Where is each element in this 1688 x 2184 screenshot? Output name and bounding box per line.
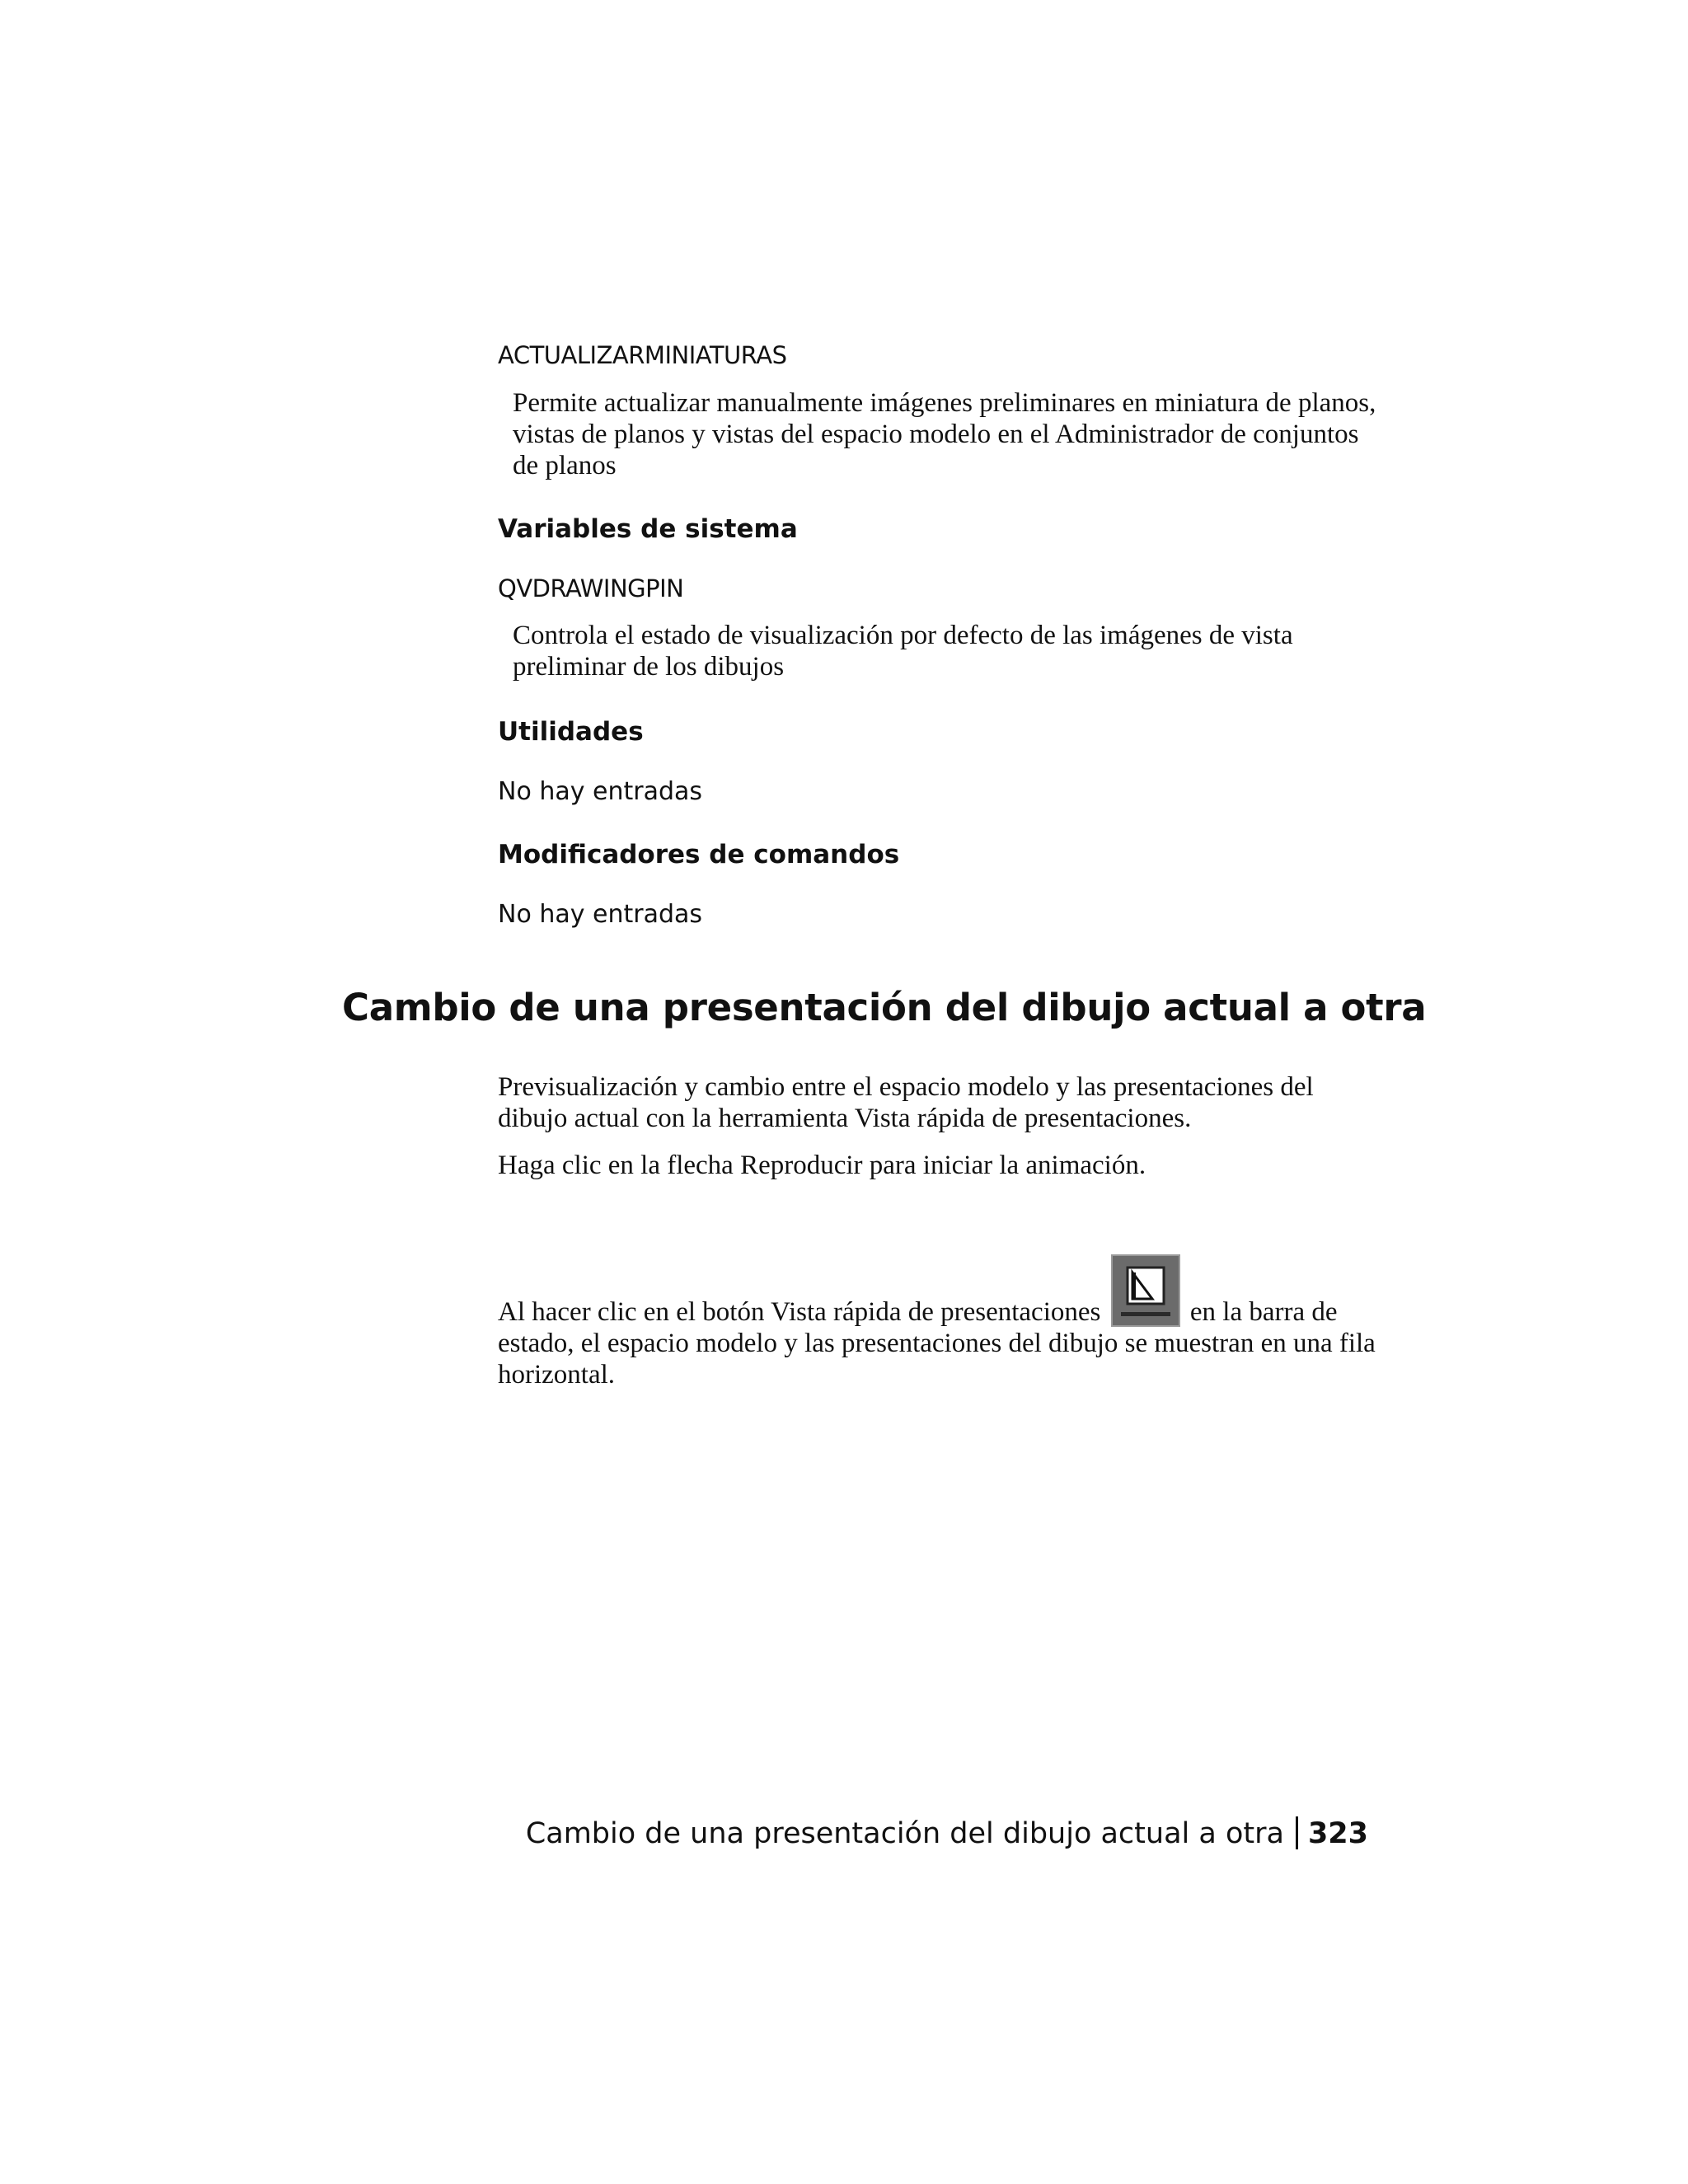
section-title: Cambio de una presentación del dibujo actual a otra (342, 986, 1427, 1029)
command-description: Permite actualizar manualmente imágenes preliminares en miniatura de planos, vistas de planos y vistas del espacio modelo en el Administrador de conjuntos de planos (513, 388, 1376, 480)
footer-running-title: Cambio de una presentación del dibujo actual a otra (525, 1817, 1284, 1850)
utilities-text: No hay entradas (498, 777, 703, 806)
system-variable-name: QVDRAWINGPIN (498, 574, 684, 602)
page-footer (526, 1816, 1368, 1850)
command-name: ACTUALIZARMINIATURAS (498, 341, 787, 369)
command-modifiers-heading: Modificadores de comandos (498, 840, 900, 869)
command-modifiers-text: No hay entradas (498, 900, 703, 929)
section-paragraph-2: Haga clic en la flecha Reproducir para iniciar la animación. (498, 1151, 1146, 1180)
quick-view-layouts-icon (1111, 1254, 1180, 1327)
section-paragraph-3 (498, 1254, 1388, 1390)
paragraph-text-after-icon: en la barra de estado, el espacio modelo y las presentaciones del dibujo se muestran en una fila horizontal. (498, 1297, 1376, 1390)
footer-separator (1296, 1816, 1298, 1849)
system-variables-heading: Variables de sistema (498, 514, 798, 544)
page-number: 323 (1307, 1817, 1368, 1850)
system-variable-description: Controla el estado de visualización por defecto de las imágenes de vista preliminar de los dibujos (513, 621, 1293, 682)
paragraph-text-before-icon: Al hacer clic en el botón Vista rápida de presentaciones (498, 1297, 1101, 1327)
utilities-heading: Utilidades (498, 717, 644, 747)
section-paragraph-1: Previsualización y cambio entre el espacio modelo y las presentaciones del dibujo actual con la herramienta Vista rápida de presentaciones. (498, 1072, 1314, 1133)
